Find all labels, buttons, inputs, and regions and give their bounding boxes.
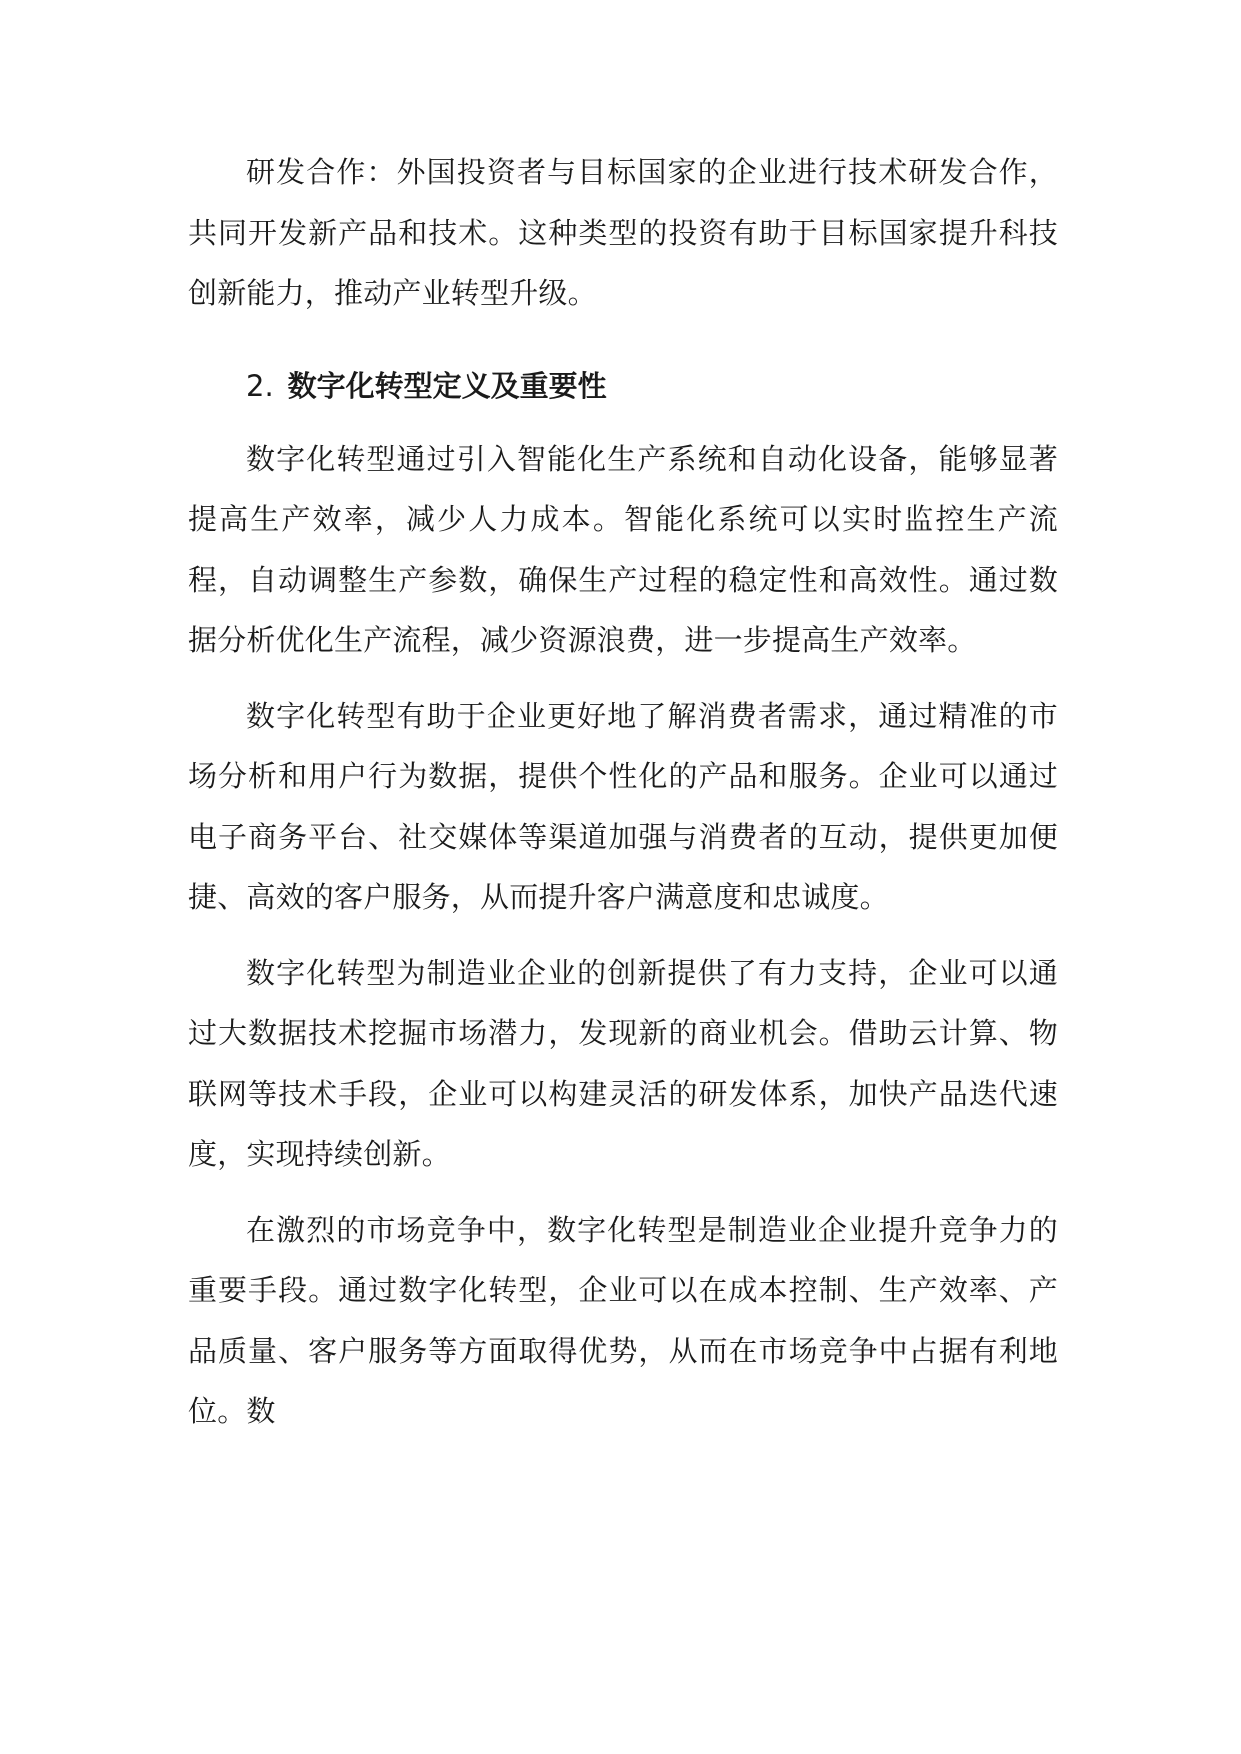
body-paragraph-4: 在激烈的市场竞争中，数字化转型是制造业企业提升竞争力的重要手段。通过数字化转型，企业可以在成本控制、生产效率、产品质量、客户服务等方面取得优势，从而在市场竞争中占据有利地位。数 (188, 1212, 1058, 1428)
intro-paragraph: 研发合作：外国投资者与目标国家的企业进行技术研发合作，共同开发新产品和技术。这种类型的投资有助于目标国家提升科技创新能力，推动产业转型升级。 (188, 155, 1058, 310)
section-heading (188, 357, 1058, 415)
body-paragraph-3: 数字化转型为制造业企业的创新提供了有力支持，企业可以通过大数据技术挖掘市场潜力，发现新的商业机会。借助云计算、物联网等技术手段，企业可以构建灵活的研发体系，加快产品迭代速度，实现持续创新。 (188, 955, 1058, 1171)
body-paragraph-1: 数字化转型通过引入智能化生产系统和自动化设备，能够显著提高生产效率，减少人力成本。智能化系统可以实时监控生产流程，自动调整生产参数，确保生产过程的稳定性和高效性。通过数据分析优化生产流程，减少资源浪费，进一步提高生产效率。 (188, 441, 1058, 657)
section-title: 数字化转型定义及重要性 (287, 368, 607, 403)
document-page (188, 142, 1058, 1442)
section-number: 2. (246, 368, 274, 403)
body-paragraph-2: 数字化转型有助于企业更好地了解消费者需求，通过精准的市场分析和用户行为数据，提供个性化的产品和服务。企业可以通过电子商务平台、社交媒体等渠道加强与消费者的互动，提供更加便捷、高效的客户服务，从而提升客户满意度和忠诚度。 (188, 698, 1058, 914)
